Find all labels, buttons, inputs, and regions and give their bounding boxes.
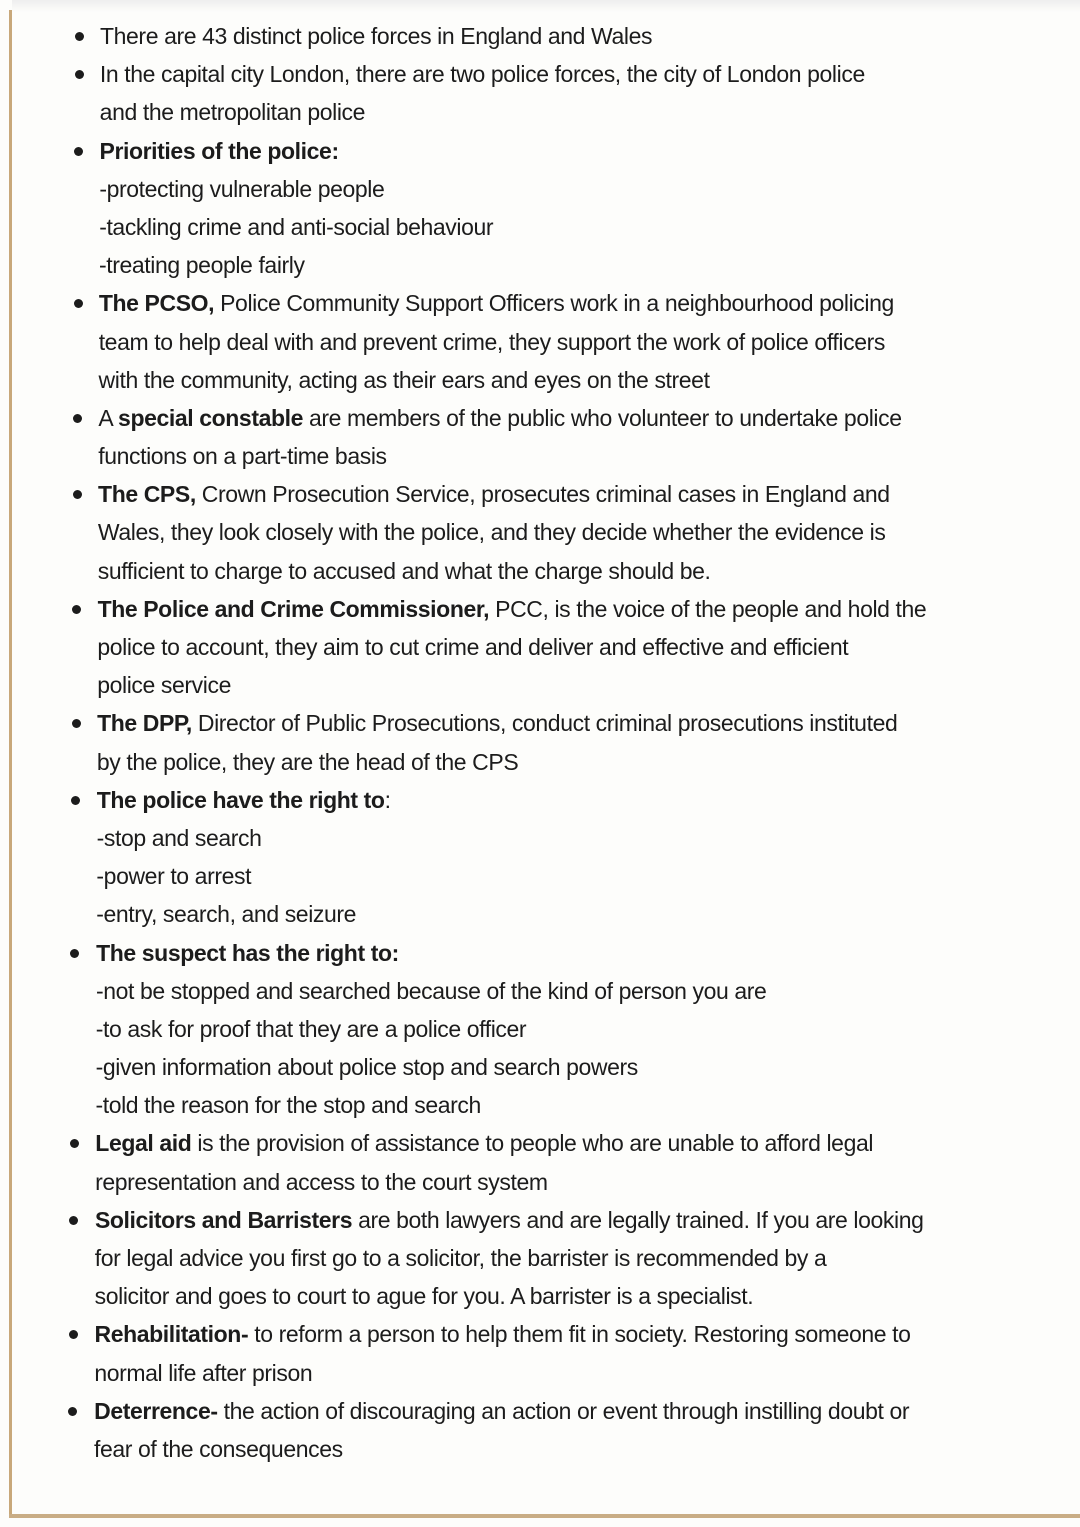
text-line	[0, 1354, 1080, 1392]
line-text: The PCSO, Police Community Support Officers work in a neighbourhood policing	[98, 290, 894, 317]
bold-term: Priorities of the police:	[99, 137, 339, 164]
text-line	[0, 208, 1080, 246]
bullet-list	[0, 17, 1080, 1468]
list-item	[0, 1392, 1080, 1468]
line-text: -not be stopped and searched because of the kind of person you are	[95, 977, 767, 1004]
line-text: solicitor and goes to court to ague for you. A barrister is a specialist.	[94, 1283, 754, 1310]
text-line	[0, 781, 1080, 819]
line-text: Rehabilitation- to reform a person to help them fit in society. Restoring someone to	[94, 1321, 911, 1348]
bold-term: The CPS,	[98, 481, 196, 508]
text-line	[0, 399, 1080, 437]
bullet-icon	[75, 32, 84, 41]
list-item	[0, 284, 1080, 399]
bold-term: The police have the right to	[96, 786, 385, 813]
line-text: -entry, search, and seizure	[96, 901, 357, 928]
line-text: Wales, they look closely with the police, and they decide whether the evidence is	[97, 519, 886, 546]
line-text: police to account, they aim to cut crime and deliver and effective and efficient	[97, 634, 849, 660]
text-line	[0, 628, 1080, 666]
line-text: The DPP, Director of Public Prosecutions, conduct criminal prosecutions instituted	[97, 710, 898, 737]
line-text: The CPS, Crown Prosecution Service, prosecutes criminal cases in England and	[98, 481, 890, 508]
bold-term: special constable	[118, 404, 303, 431]
list-item	[0, 704, 1080, 780]
text-line	[0, 743, 1080, 781]
line-text: and the metropolitan police	[99, 99, 366, 126]
line-text: The Police and Crime Commissioner, PCC, is the voice of the people and hold the	[97, 595, 927, 622]
line-text: Solicitors and Barristers are both lawyers and are legally trained. If you are looking	[94, 1206, 924, 1233]
list-item	[0, 781, 1080, 934]
text-line	[0, 93, 1080, 131]
text-line	[0, 934, 1080, 972]
line-text: sufficient to charge to accused and what the charge should be.	[97, 557, 711, 584]
text-line	[0, 1239, 1080, 1277]
bold-term: Solicitors and Barristers	[94, 1206, 353, 1233]
line-text: police service	[97, 672, 231, 699]
text-line	[0, 1430, 1080, 1468]
line-text: by the police, they are the head of the CPS	[96, 748, 519, 775]
list-item	[0, 55, 1080, 131]
line-text	[100, 132, 339, 170]
bold-term: The DPP,	[97, 710, 192, 737]
bullet-icon	[73, 414, 82, 423]
text-line	[0, 170, 1080, 208]
line-text: A special constable are members of the public who volunteer to undertake police	[98, 404, 902, 431]
line-text: functions on a part-time basis	[98, 443, 387, 470]
bullet-icon	[72, 605, 81, 614]
bullet-icon	[74, 147, 83, 156]
line-text: normal life after prison	[94, 1359, 313, 1386]
bold-term: The PCSO,	[98, 290, 215, 317]
text-line	[0, 284, 1080, 322]
bullet-icon	[70, 1139, 79, 1148]
text-line	[0, 132, 1080, 170]
bullet-icon	[69, 1330, 78, 1339]
list-item	[0, 399, 1080, 475]
text-line	[0, 1048, 1080, 1086]
line-text: representation and access to the court system	[95, 1168, 548, 1195]
text-line	[0, 666, 1080, 704]
line-text: fear of the consequences	[94, 1435, 343, 1462]
text-line	[0, 437, 1080, 475]
list-item	[0, 1315, 1080, 1391]
bold-term: The suspect has the right to:	[96, 939, 399, 966]
bullet-icon	[75, 70, 84, 79]
line-text	[96, 934, 399, 972]
bold-term: Legal aid	[95, 1130, 192, 1157]
bold-term: The Police and Crime Commissioner,	[97, 595, 490, 622]
text-line	[0, 1086, 1080, 1124]
list-item	[0, 934, 1080, 1125]
line-text: The police have the right to:	[96, 786, 391, 813]
text-line	[0, 513, 1080, 551]
line-text: -power to arrest	[96, 863, 252, 890]
line-text: -told the reason for the stop and search	[95, 1092, 481, 1119]
text-line	[0, 1277, 1080, 1315]
line-text: -to ask for proof that they are a police officer	[95, 1015, 527, 1042]
line-text: -tackling crime and anti-social behaviour	[99, 213, 494, 240]
text-line	[0, 361, 1080, 399]
list-item	[0, 475, 1080, 590]
line-text: -treating people fairly	[99, 252, 305, 279]
list-item	[0, 1124, 1080, 1200]
text-line	[0, 475, 1080, 513]
line-text: team to help deal with and prevent crime, they support the work of police officers	[98, 328, 885, 355]
line-text: -stop and search	[96, 824, 262, 851]
bullet-icon	[68, 1407, 77, 1416]
bullet-icon	[71, 796, 80, 805]
text-line	[0, 590, 1080, 628]
text-line	[0, 552, 1080, 590]
bullet-icon	[70, 949, 79, 958]
bullet-icon	[73, 490, 82, 499]
bold-term: Deterrence-	[94, 1397, 218, 1424]
text-line	[0, 704, 1080, 742]
line-text: for legal advice you first go to a solicitor, the barrister is recommended by a	[94, 1245, 827, 1271]
line-text: -given information about police stop and search powers	[95, 1054, 638, 1081]
text-line	[0, 1315, 1080, 1353]
text-line	[0, 323, 1080, 361]
list-item	[0, 17, 1080, 55]
text-line	[0, 1163, 1080, 1201]
text-line	[0, 55, 1080, 93]
list-item	[0, 132, 1080, 285]
text-line	[0, 857, 1080, 895]
line-text: with the community, acting as their ears and eyes on the street	[98, 366, 710, 393]
list-item	[0, 590, 1080, 705]
text-line	[0, 246, 1080, 284]
line-text: Legal aid is the provision of assistance to people who are unable to afford legal	[95, 1130, 874, 1157]
text-line	[0, 1201, 1080, 1239]
text-line	[0, 1010, 1080, 1048]
list-item	[0, 1201, 1080, 1316]
bullet-icon	[74, 299, 83, 308]
text-line	[0, 819, 1080, 857]
line-text: -protecting vulnerable people	[99, 175, 385, 202]
text-line	[0, 972, 1080, 1010]
line-text: In the capital city London, there are two police forces, the city of London police	[99, 61, 865, 88]
text-line	[0, 895, 1080, 933]
text-line	[0, 1124, 1080, 1162]
bullet-icon	[69, 1216, 78, 1225]
line-text: Deterrence- the action of discouraging an action or event through instilling doubt or	[94, 1397, 910, 1424]
text-line	[0, 17, 1080, 55]
page-bottom-edge	[9, 1514, 1080, 1518]
text-line	[0, 1392, 1080, 1430]
scan-top-shadow	[12, 0, 1080, 12]
bold-term: Rehabilitation-	[94, 1321, 249, 1348]
bullet-icon	[72, 719, 81, 728]
line-text: There are 43 distinct police forces in England and Wales	[100, 23, 653, 49]
